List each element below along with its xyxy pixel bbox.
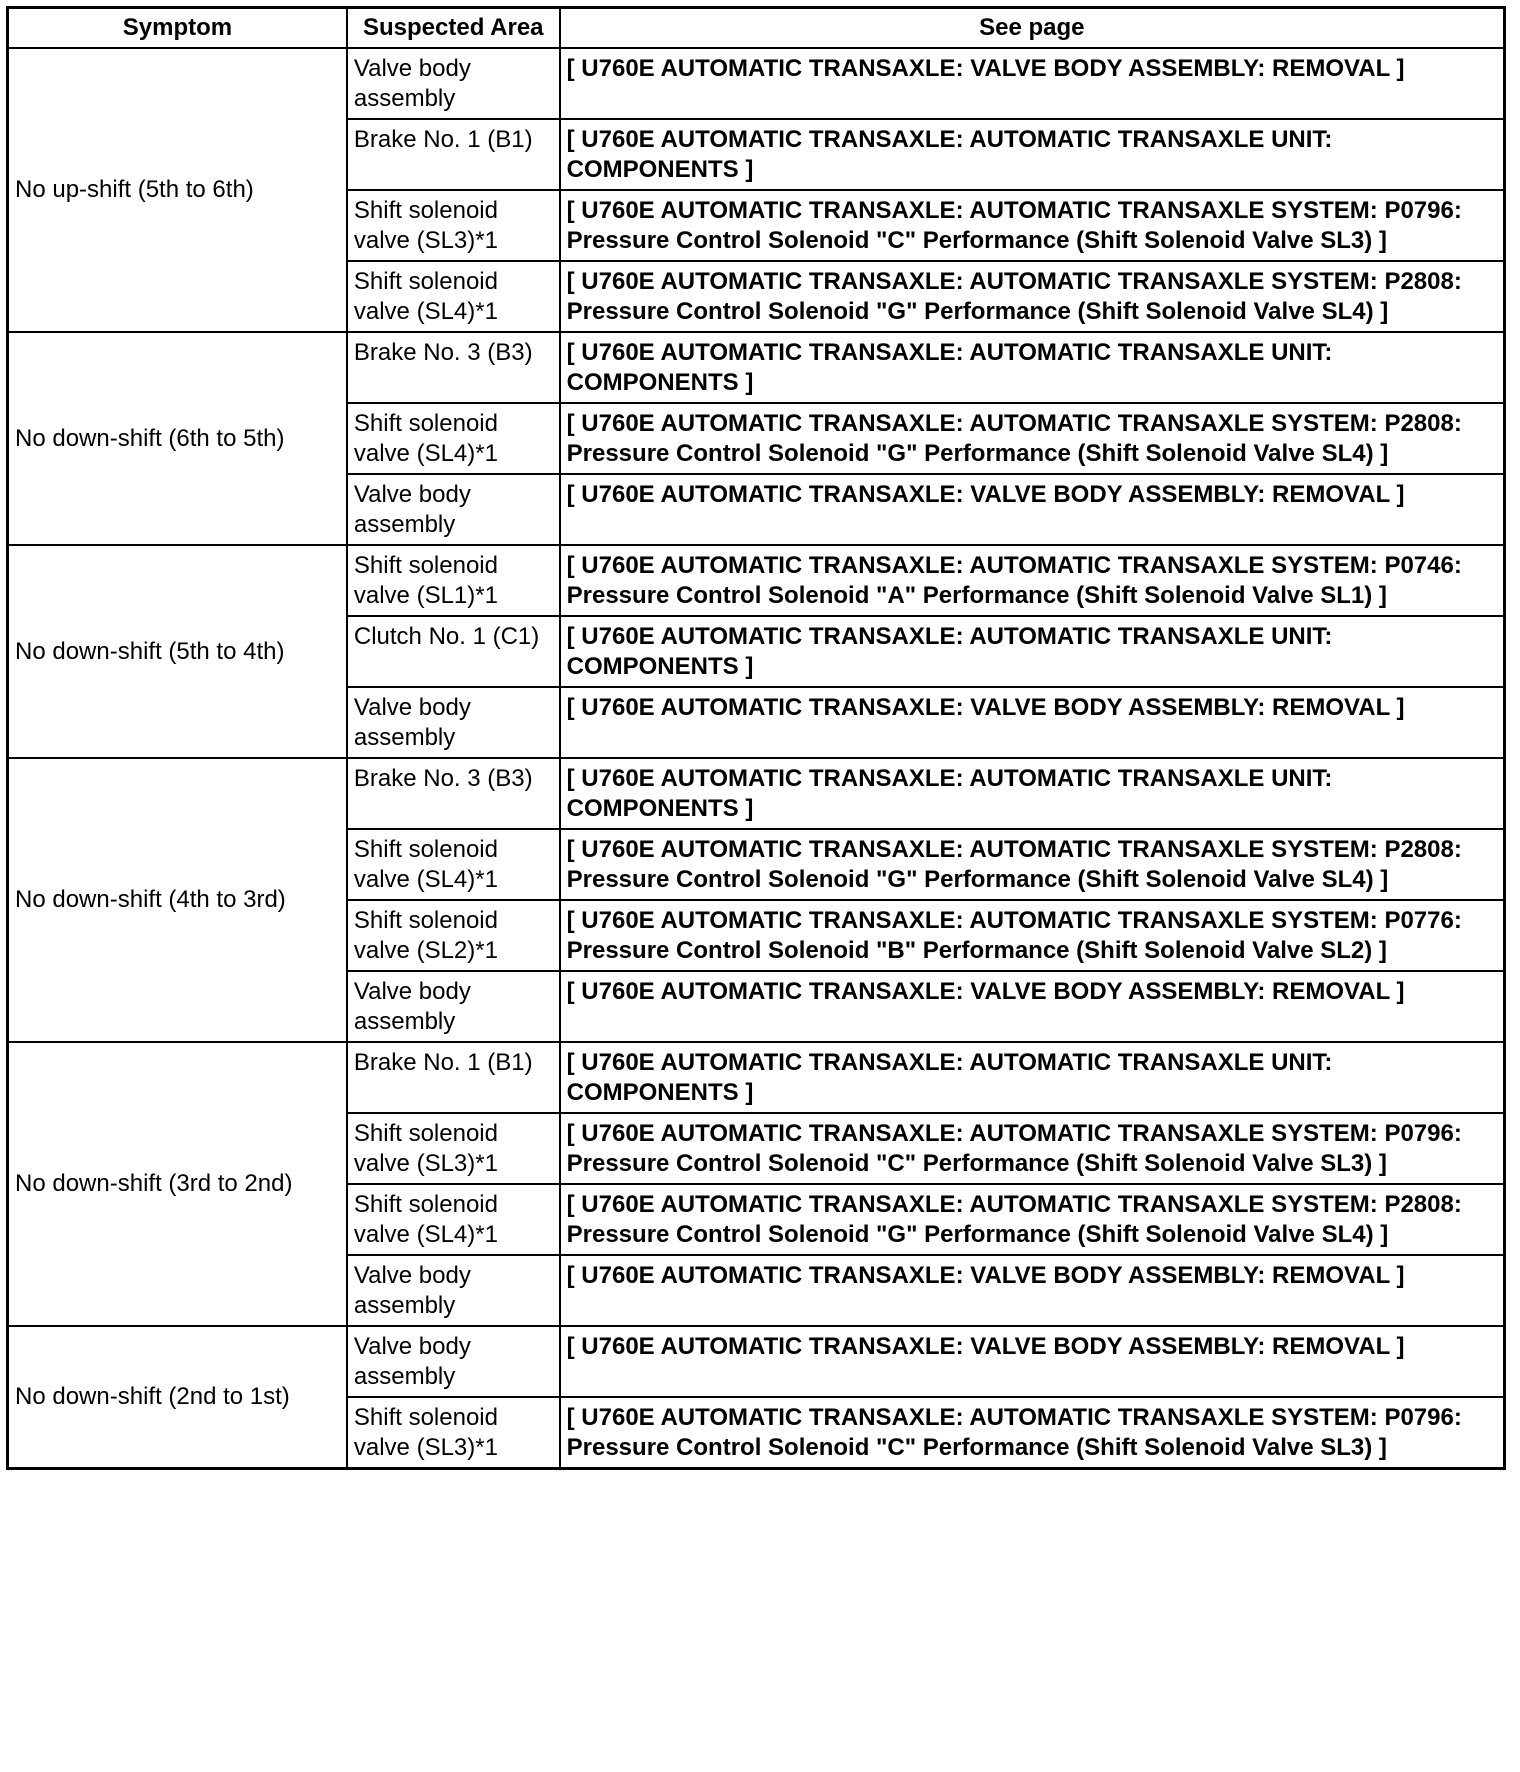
see-page-link[interactable]: [ U760E AUTOMATIC TRANSAXLE: VALVE BODY ASSEMBLY: REMOVAL ]	[560, 971, 1505, 1042]
table-row	[8, 1326, 1505, 1397]
suspected-area-cell: Shift solenoid valve (SL1)*1	[347, 545, 560, 616]
see-page-link[interactable]: [ U760E AUTOMATIC TRANSAXLE: VALVE BODY ASSEMBLY: REMOVAL ]	[560, 687, 1505, 758]
header-suspected-area: Suspected Area	[347, 8, 560, 48]
suspected-area-cell: Shift solenoid valve (SL4)*1	[347, 1184, 560, 1255]
see-page-link[interactable]: [ U760E AUTOMATIC TRANSAXLE: AUTOMATIC TRANSAXLE UNIT: COMPONENTS ]	[560, 758, 1505, 829]
see-page-link[interactable]: [ U760E AUTOMATIC TRANSAXLE: AUTOMATIC TRANSAXLE UNIT: COMPONENTS ]	[560, 119, 1505, 190]
suspected-area-cell: Brake No. 3 (B3)	[347, 332, 560, 403]
see-page-link[interactable]: [ U760E AUTOMATIC TRANSAXLE: AUTOMATIC TRANSAXLE UNIT: COMPONENTS ]	[560, 332, 1505, 403]
table-row	[8, 1042, 1505, 1113]
see-page-link[interactable]: [ U760E AUTOMATIC TRANSAXLE: AUTOMATIC TRANSAXLE SYSTEM: P0796: Pressure Control Solenoid "C" Performance (Shift Solenoid Valve SL3) ]	[560, 1113, 1505, 1184]
see-page-link[interactable]: [ U760E AUTOMATIC TRANSAXLE: AUTOMATIC TRANSAXLE SYSTEM: P2808: Pressure Control Solenoid "G" Performance (Shift Solenoid Valve SL4) ]	[560, 403, 1505, 474]
suspected-area-cell: Valve body assembly	[347, 687, 560, 758]
symptom-cell: No down-shift (3rd to 2nd)	[8, 1042, 347, 1326]
header-see-page: See page	[560, 8, 1505, 48]
suspected-area-cell: Valve body assembly	[347, 1255, 560, 1326]
suspected-area-cell: Shift solenoid valve (SL3)*1	[347, 1113, 560, 1184]
see-page-link[interactable]: [ U760E AUTOMATIC TRANSAXLE: AUTOMATIC TRANSAXLE SYSTEM: P2808: Pressure Control Solenoid "G" Performance (Shift Solenoid Valve SL4) ]	[560, 1184, 1505, 1255]
suspected-area-cell: Brake No. 3 (B3)	[347, 758, 560, 829]
see-page-link[interactable]: [ U760E AUTOMATIC TRANSAXLE: VALVE BODY ASSEMBLY: REMOVAL ]	[560, 48, 1505, 119]
suspected-area-cell: Shift solenoid valve (SL4)*1	[347, 403, 560, 474]
table-row	[8, 48, 1505, 119]
symptom-cell: No down-shift (6th to 5th)	[8, 332, 347, 545]
suspected-area-cell: Clutch No. 1 (C1)	[347, 616, 560, 687]
see-page-link[interactable]: [ U760E AUTOMATIC TRANSAXLE: AUTOMATIC TRANSAXLE SYSTEM: P0746: Pressure Control Solenoid "A" Performance (Shift Solenoid Valve SL1) ]	[560, 545, 1505, 616]
symptom-cell: No down-shift (2nd to 1st)	[8, 1326, 347, 1469]
see-page-link[interactable]: [ U760E AUTOMATIC TRANSAXLE: AUTOMATIC TRANSAXLE UNIT: COMPONENTS ]	[560, 616, 1505, 687]
see-page-link[interactable]: [ U760E AUTOMATIC TRANSAXLE: AUTOMATIC TRANSAXLE SYSTEM: P2808: Pressure Control Solenoid "G" Performance (Shift Solenoid Valve SL4) ]	[560, 829, 1505, 900]
troubleshooting-table	[6, 6, 1506, 1470]
see-page-link[interactable]: [ U760E AUTOMATIC TRANSAXLE: AUTOMATIC TRANSAXLE SYSTEM: P0796: Pressure Control Solenoid "C" Performance (Shift Solenoid Valve SL3) ]	[560, 190, 1505, 261]
see-page-link[interactable]: [ U760E AUTOMATIC TRANSAXLE: AUTOMATIC TRANSAXLE SYSTEM: P2808: Pressure Control Solenoid "G" Performance (Shift Solenoid Valve SL4) ]	[560, 261, 1505, 332]
suspected-area-cell: Shift solenoid valve (SL3)*1	[347, 190, 560, 261]
see-page-link[interactable]: [ U760E AUTOMATIC TRANSAXLE: AUTOMATIC TRANSAXLE SYSTEM: P0796: Pressure Control Solenoid "C" Performance (Shift Solenoid Valve SL3) ]	[560, 1397, 1505, 1469]
symptom-cell: No up-shift (5th to 6th)	[8, 48, 347, 332]
suspected-area-cell: Shift solenoid valve (SL4)*1	[347, 261, 560, 332]
symptom-cell: No down-shift (5th to 4th)	[8, 545, 347, 758]
suspected-area-cell: Brake No. 1 (B1)	[347, 119, 560, 190]
see-page-link[interactable]: [ U760E AUTOMATIC TRANSAXLE: AUTOMATIC TRANSAXLE SYSTEM: P0776: Pressure Control Solenoid "B" Performance (Shift Solenoid Valve SL2) ]	[560, 900, 1505, 971]
table-body	[8, 48, 1505, 1469]
table-row	[8, 545, 1505, 616]
table-row	[8, 332, 1505, 403]
suspected-area-cell: Valve body assembly	[347, 48, 560, 119]
suspected-area-cell: Valve body assembly	[347, 971, 560, 1042]
suspected-area-cell: Shift solenoid valve (SL4)*1	[347, 829, 560, 900]
suspected-area-cell: Valve body assembly	[347, 1326, 560, 1397]
see-page-link[interactable]: [ U760E AUTOMATIC TRANSAXLE: VALVE BODY ASSEMBLY: REMOVAL ]	[560, 474, 1505, 545]
table-row	[8, 758, 1505, 829]
suspected-area-cell: Brake No. 1 (B1)	[347, 1042, 560, 1113]
header-symptom: Symptom	[8, 8, 347, 48]
header-row	[8, 8, 1505, 48]
suspected-area-cell: Valve body assembly	[347, 474, 560, 545]
suspected-area-cell: Shift solenoid valve (SL3)*1	[347, 1397, 560, 1469]
suspected-area-cell: Shift solenoid valve (SL2)*1	[347, 900, 560, 971]
see-page-link[interactable]: [ U760E AUTOMATIC TRANSAXLE: AUTOMATIC TRANSAXLE UNIT: COMPONENTS ]	[560, 1042, 1505, 1113]
see-page-link[interactable]: [ U760E AUTOMATIC TRANSAXLE: VALVE BODY ASSEMBLY: REMOVAL ]	[560, 1255, 1505, 1326]
symptom-cell: No down-shift (4th to 3rd)	[8, 758, 347, 1042]
see-page-link[interactable]: [ U760E AUTOMATIC TRANSAXLE: VALVE BODY ASSEMBLY: REMOVAL ]	[560, 1326, 1505, 1397]
